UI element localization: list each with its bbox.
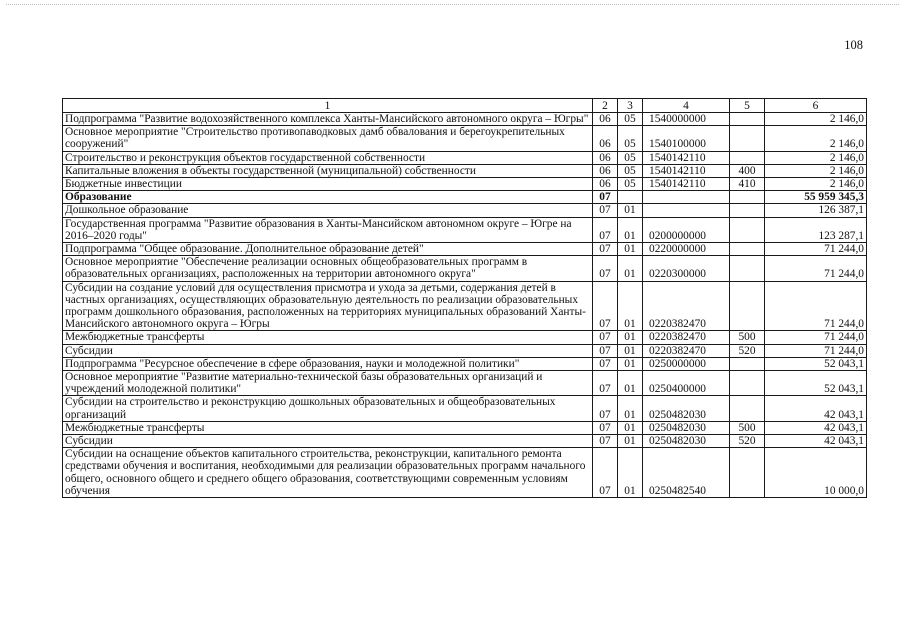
row-section-cell: 07 xyxy=(593,344,618,357)
row-expense-type-cell xyxy=(730,396,765,421)
row-section-cell: 06 xyxy=(593,113,618,126)
row-subsection-cell: 01 xyxy=(618,448,643,498)
table-row xyxy=(63,344,867,357)
row-amount-cell: 52 043,1 xyxy=(765,371,867,396)
row-name-cell: Межбюджетные трансферты xyxy=(63,421,593,434)
row-expense-type-cell: 500 xyxy=(730,331,765,344)
row-expense-type-cell xyxy=(730,281,765,331)
table-row xyxy=(63,178,867,191)
row-section-cell: 06 xyxy=(593,151,618,164)
row-subsection-cell: 05 xyxy=(618,113,643,126)
row-name-cell: Основное мероприятие "Развитие материально-технической базы образовательных организаций и учреждений молодежной политики" xyxy=(63,371,593,396)
row-expense-type-cell: 520 xyxy=(730,344,765,357)
row-name-cell: Бюджетные инвестиции xyxy=(63,178,593,191)
row-code-cell xyxy=(643,191,730,204)
row-section-cell: 07 xyxy=(593,435,618,448)
row-name-cell: Подпрограмма "Общее образование. Дополнительное образование детей" xyxy=(63,243,593,256)
row-code-cell: 1540142110 xyxy=(643,151,730,164)
table-row xyxy=(63,217,867,242)
row-amount-cell: 71 244,0 xyxy=(765,256,867,281)
row-code-cell: 0250400000 xyxy=(643,371,730,396)
row-section-cell: 06 xyxy=(593,164,618,177)
row-name-cell: Строительство и реконструкция объектов государственной собственности xyxy=(63,151,593,164)
row-amount-cell: 71 244,0 xyxy=(765,281,867,331)
row-amount-cell: 2 146,0 xyxy=(765,151,867,164)
row-amount-cell: 10 000,0 xyxy=(765,448,867,498)
row-name-cell: Субсидии xyxy=(63,344,593,357)
table-row xyxy=(63,164,867,177)
row-amount-cell: 42 043,1 xyxy=(765,396,867,421)
scan-top-edge xyxy=(6,4,899,5)
row-code-cell: 1540100000 xyxy=(643,126,730,151)
row-code-cell: 1540000000 xyxy=(643,113,730,126)
table-row xyxy=(63,357,867,370)
row-expense-type-cell xyxy=(730,113,765,126)
row-name-cell: Образование xyxy=(63,191,593,204)
row-name-cell: Субсидии xyxy=(63,435,593,448)
row-subsection-cell xyxy=(618,191,643,204)
row-section-cell: 07 xyxy=(593,191,618,204)
table-body xyxy=(63,113,867,498)
row-code-cell: 1540142110 xyxy=(643,178,730,191)
row-code-cell: 0200000000 xyxy=(643,217,730,242)
row-section-cell: 07 xyxy=(593,204,618,217)
row-amount-cell: 52 043,1 xyxy=(765,357,867,370)
row-code-cell: 0250000000 xyxy=(643,357,730,370)
row-expense-type-cell xyxy=(730,256,765,281)
row-section-cell: 06 xyxy=(593,126,618,151)
row-name-cell: Субсидии на оснащение объектов капитального строительства, реконструкции, капитального ремонта средствами обучения и воспитания, необходимыми для реализации образовательных программ начального общего, основного общего и среднего общего образования, соответствующими современным условиям обучения xyxy=(63,448,593,498)
row-section-cell: 07 xyxy=(593,256,618,281)
column-header-expense-type: 5 xyxy=(730,99,765,113)
row-section-cell: 07 xyxy=(593,371,618,396)
row-expense-type-cell xyxy=(730,191,765,204)
table-row xyxy=(63,113,867,126)
row-subsection-cell: 05 xyxy=(618,164,643,177)
row-amount-cell: 42 043,1 xyxy=(765,435,867,448)
row-amount-cell: 55 959 345,3 xyxy=(765,191,867,204)
row-code-cell: 0220382470 xyxy=(643,344,730,357)
row-name-cell: Основное мероприятие "Строительство противопаводковых дамб обвалования и берегоукрепительных сооружений" xyxy=(63,126,593,151)
row-amount-cell: 2 146,0 xyxy=(765,113,867,126)
row-name-cell: Субсидии на создание условий для осуществления присмотра и ухода за детьми, содержания детей в частных организациях, осуществляющих образовательную деятельность по реализации образовательных программ дошкольного образования, расположенных на территориях муниципальных образований Ханты-Мансийского автономного округа – Югры xyxy=(63,281,593,331)
row-code-cell: 1540142110 xyxy=(643,164,730,177)
row-expense-type-cell: 500 xyxy=(730,421,765,434)
table-header-row xyxy=(63,99,867,113)
row-amount-cell: 2 146,0 xyxy=(765,164,867,177)
row-subsection-cell: 01 xyxy=(618,371,643,396)
table-row xyxy=(63,243,867,256)
row-code-cell xyxy=(643,204,730,217)
row-amount-cell: 2 146,0 xyxy=(765,126,867,151)
row-subsection-cell: 01 xyxy=(618,344,643,357)
row-subsection-cell: 01 xyxy=(618,435,643,448)
table-row xyxy=(63,331,867,344)
row-expense-type-cell: 400 xyxy=(730,164,765,177)
row-expense-type-cell xyxy=(730,448,765,498)
row-subsection-cell: 01 xyxy=(618,217,643,242)
row-code-cell: 0220000000 xyxy=(643,243,730,256)
column-header-name: 1 xyxy=(63,99,593,113)
row-code-cell: 0250482540 xyxy=(643,448,730,498)
column-header-section: 2 xyxy=(593,99,618,113)
row-subsection-cell: 01 xyxy=(618,331,643,344)
row-amount-cell: 71 244,0 xyxy=(765,331,867,344)
row-expense-type-cell xyxy=(730,151,765,164)
row-subsection-cell: 01 xyxy=(618,243,643,256)
row-name-cell: Дошкольное образование xyxy=(63,204,593,217)
table-row xyxy=(63,204,867,217)
table-row xyxy=(63,371,867,396)
row-expense-type-cell xyxy=(730,371,765,396)
page-number: 108 xyxy=(844,38,863,52)
column-header-amount: 6 xyxy=(765,99,867,113)
row-name-cell: Основное мероприятие "Обеспечение реализации основных общеобразовательных программ в образовательных организациях, расположенных на территории автономного округа" xyxy=(63,256,593,281)
row-amount-cell: 2 146,0 xyxy=(765,178,867,191)
row-expense-type-cell xyxy=(730,243,765,256)
row-amount-cell: 42 043,1 xyxy=(765,421,867,434)
row-section-cell: 06 xyxy=(593,178,618,191)
row-name-cell: Подпрограмма "Развитие водохозяйственного комплекса Ханты-Мансийского автономного округа – Югры" xyxy=(63,113,593,126)
row-subsection-cell: 01 xyxy=(618,281,643,331)
row-subsection-cell: 01 xyxy=(618,396,643,421)
table-row xyxy=(63,448,867,498)
row-name-cell: Субсидии на строительство и реконструкцию дошкольных образовательных и общеобразовательных организаций xyxy=(63,396,593,421)
row-expense-type-cell: 410 xyxy=(730,178,765,191)
row-code-cell: 0250482030 xyxy=(643,396,730,421)
table-row xyxy=(63,256,867,281)
row-amount-cell: 71 244,0 xyxy=(765,344,867,357)
table-row xyxy=(63,281,867,331)
row-name-cell: Межбюджетные трансферты xyxy=(63,331,593,344)
row-code-cell: 0250482030 xyxy=(643,421,730,434)
row-subsection-cell: 05 xyxy=(618,178,643,191)
budget-table xyxy=(62,98,867,498)
row-subsection-cell: 01 xyxy=(618,256,643,281)
row-code-cell: 0220382470 xyxy=(643,331,730,344)
row-name-cell: Капитальные вложения в объекты государственной (муниципальной) собственности xyxy=(63,164,593,177)
row-name-cell: Подпрограмма "Ресурсное обеспечение в сфере образования, науки и молодежной политики" xyxy=(63,357,593,370)
row-expense-type-cell: 520 xyxy=(730,435,765,448)
row-subsection-cell: 01 xyxy=(618,357,643,370)
table-row xyxy=(63,191,867,204)
row-code-cell: 0250482030 xyxy=(643,435,730,448)
row-expense-type-cell xyxy=(730,204,765,217)
row-subsection-cell: 05 xyxy=(618,126,643,151)
row-expense-type-cell xyxy=(730,217,765,242)
row-section-cell: 07 xyxy=(593,243,618,256)
row-amount-cell: 126 387,1 xyxy=(765,204,867,217)
table-row xyxy=(63,421,867,434)
table-row xyxy=(63,126,867,151)
column-header-code: 4 xyxy=(643,99,730,113)
row-expense-type-cell xyxy=(730,357,765,370)
column-header-subsection: 3 xyxy=(618,99,643,113)
row-section-cell: 07 xyxy=(593,448,618,498)
row-section-cell: 07 xyxy=(593,331,618,344)
row-section-cell: 07 xyxy=(593,421,618,434)
row-subsection-cell: 01 xyxy=(618,204,643,217)
row-subsection-cell: 01 xyxy=(618,421,643,434)
row-code-cell: 0220382470 xyxy=(643,281,730,331)
row-amount-cell: 123 287,1 xyxy=(765,217,867,242)
row-code-cell: 0220300000 xyxy=(643,256,730,281)
table-row xyxy=(63,151,867,164)
row-subsection-cell: 05 xyxy=(618,151,643,164)
row-amount-cell: 71 244,0 xyxy=(765,243,867,256)
table-row xyxy=(63,396,867,421)
row-section-cell: 07 xyxy=(593,396,618,421)
table-row xyxy=(63,435,867,448)
row-section-cell: 07 xyxy=(593,357,618,370)
row-section-cell: 07 xyxy=(593,281,618,331)
row-name-cell: Государственная программа "Развитие образования в Ханты-Мансийском автономном округе – Югре на 2016–2020 годы" xyxy=(63,217,593,242)
row-expense-type-cell xyxy=(730,126,765,151)
row-section-cell: 07 xyxy=(593,217,618,242)
